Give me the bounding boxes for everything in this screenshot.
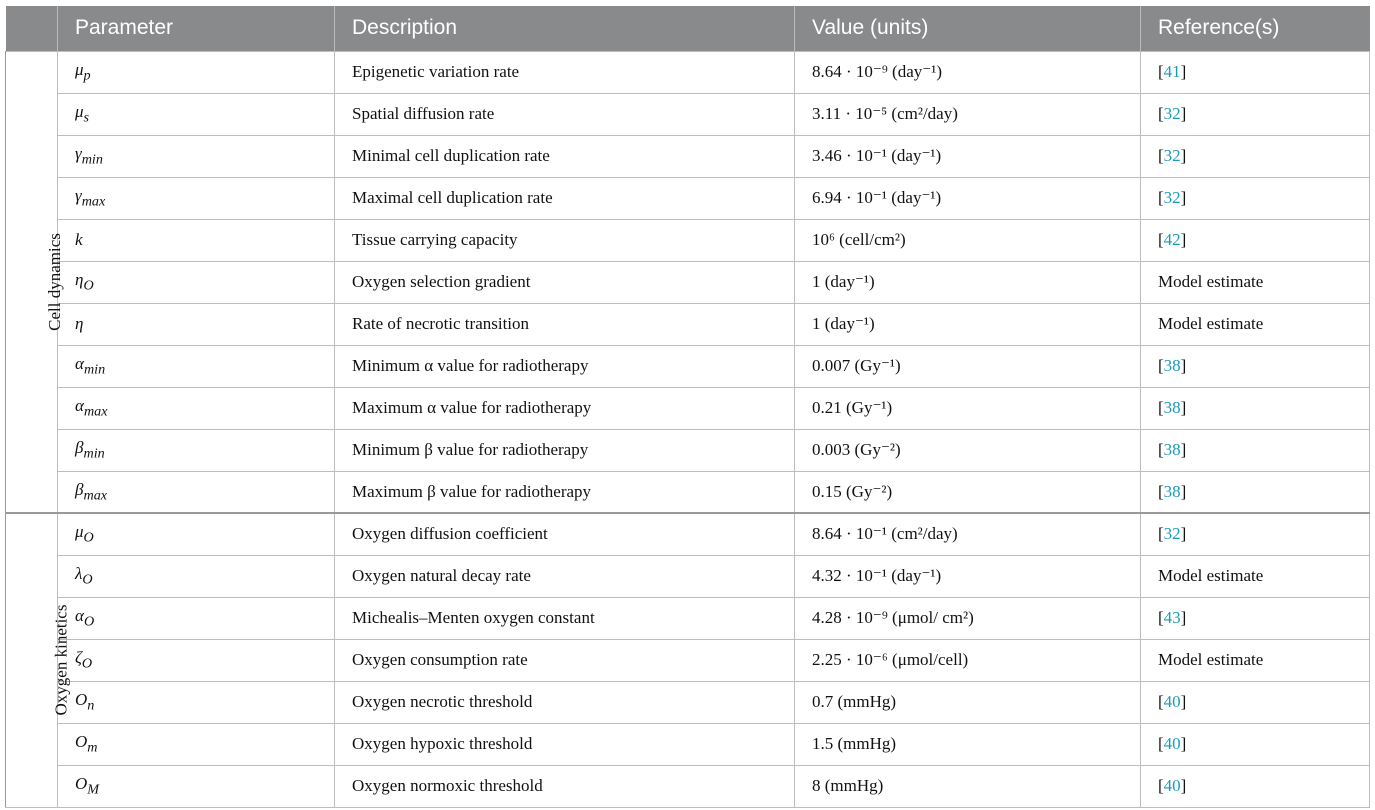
- value-cell: 1.5 (mmHg): [795, 723, 1141, 765]
- reference-link[interactable]: 32: [1163, 188, 1181, 207]
- parameter-cell: [58, 471, 335, 513]
- parameter-symbol: η: [75, 314, 84, 333]
- table-row: [6, 303, 1370, 345]
- description-cell: Oxygen normoxic threshold: [335, 765, 795, 807]
- table-row: [6, 51, 1370, 93]
- bracket-close: ]: [1180, 734, 1187, 753]
- reference-link[interactable]: 42: [1163, 230, 1181, 249]
- reference-cell: [1141, 765, 1370, 807]
- section-label: Cell dynamics: [44, 232, 64, 331]
- reference-cell: [1141, 177, 1370, 219]
- description-cell: Oxygen natural decay rate: [335, 555, 795, 597]
- reference-cell: [1141, 723, 1370, 765]
- parameter-cell: [58, 555, 335, 597]
- bracket-close: ]: [1180, 104, 1187, 123]
- reference-text: Model estimate: [1158, 650, 1264, 669]
- bracket-open: [: [1158, 104, 1164, 123]
- reference-cell: [1141, 681, 1370, 723]
- section-label-cell: [6, 513, 71, 807]
- value-cell: 1 (day⁻¹): [795, 261, 1141, 303]
- parameter-cell: [58, 93, 335, 135]
- description-cell: Maximum α value for radiotherapy: [335, 387, 795, 429]
- parameter-symbol: $\gamma_{max}$: [75, 185, 106, 210]
- parameter-symbol: $O_m$: [75, 731, 98, 756]
- parameter-cell: [58, 429, 335, 471]
- table-row: [6, 135, 1370, 177]
- reference-link[interactable]: 40: [1163, 776, 1181, 795]
- parameter-symbol: $\lambda_O$: [75, 563, 93, 588]
- reference-link[interactable]: 38: [1163, 356, 1181, 375]
- bracket-close: ]: [1180, 230, 1187, 249]
- parameter-cell: [58, 723, 335, 765]
- reference-cell: [1141, 555, 1370, 597]
- reference-link[interactable]: 32: [1163, 146, 1181, 165]
- bracket-open: [: [1158, 608, 1164, 627]
- description-cell: Minimum β value for radiotherapy: [335, 429, 795, 471]
- parameter-cell: [58, 345, 335, 387]
- reference-cell: [1141, 93, 1370, 135]
- table-row: [6, 93, 1370, 135]
- description-cell: Minimal cell duplication rate: [335, 135, 795, 177]
- table-row: [6, 555, 1370, 597]
- bracket-close: ]: [1180, 481, 1187, 501]
- bracket-open: [: [1158, 776, 1164, 795]
- bracket-close: ]: [1180, 146, 1187, 165]
- parameter-symbol: k: [75, 230, 83, 249]
- bracket-close: ]: [1180, 524, 1187, 544]
- parameter-cell: [58, 765, 335, 807]
- value-cell: 3.11 · 10⁻⁵ (cm²/day): [795, 93, 1141, 135]
- header-references: Reference(s): [1141, 6, 1370, 51]
- reference-cell: [1141, 597, 1370, 639]
- parameter-cell: [58, 219, 335, 261]
- reference-text: Model estimate: [1158, 272, 1264, 291]
- reference-cell: [1141, 429, 1370, 471]
- reference-link[interactable]: 40: [1163, 692, 1181, 711]
- bracket-close: ]: [1180, 608, 1187, 627]
- header-parameter: Parameter: [58, 6, 335, 51]
- reference-cell: [1141, 387, 1370, 429]
- parameter-symbol: $\beta_{min}$: [75, 437, 105, 462]
- parameter-cell: [58, 513, 335, 555]
- value-cell: 8 (mmHg): [795, 765, 1141, 807]
- bracket-open: [: [1158, 692, 1164, 711]
- parameter-cell: [58, 681, 335, 723]
- bracket-close: ]: [1180, 188, 1187, 207]
- parameter-table: [5, 6, 1370, 808]
- table-row: [6, 681, 1370, 723]
- description-cell: Epigenetic variation rate: [335, 51, 795, 93]
- description-cell: Oxygen selection gradient: [335, 261, 795, 303]
- table-row: [6, 345, 1370, 387]
- parameter-symbol: $\mu_s$: [75, 101, 90, 126]
- parameter-symbol: $O_n$: [75, 689, 95, 714]
- reference-link[interactable]: 38: [1163, 481, 1181, 501]
- value-cell: 0.7 (mmHg): [795, 681, 1141, 723]
- value-cell: 1 (day⁻¹): [795, 303, 1141, 345]
- bracket-close: ]: [1180, 62, 1187, 81]
- parameter-symbol: $\gamma_{min}$: [75, 143, 103, 168]
- parameter-symbol: $\alpha_O$: [75, 605, 95, 630]
- parameter-symbol: $\mu_O$: [75, 522, 94, 546]
- value-cell: 8.64 · 10⁻¹ (cm²/day): [795, 513, 1141, 555]
- reference-link[interactable]: 40: [1163, 734, 1181, 753]
- table-row: [6, 261, 1370, 303]
- bracket-open: [: [1158, 440, 1164, 459]
- description-cell: Oxygen consumption rate: [335, 639, 795, 681]
- reference-link[interactable]: 43: [1163, 608, 1181, 627]
- bracket-open: [: [1158, 481, 1164, 501]
- parameter-symbol: $\eta_O$: [75, 269, 94, 294]
- parameter-cell: [58, 51, 335, 93]
- description-cell: Minimum α value for radiotherapy: [335, 345, 795, 387]
- value-cell: 0.21 (Gy⁻¹): [795, 387, 1141, 429]
- reference-link[interactable]: 38: [1163, 398, 1181, 417]
- bracket-open: [: [1158, 188, 1164, 207]
- description-cell: Tissue carrying capacity: [335, 219, 795, 261]
- value-cell: 3.46 · 10⁻¹ (day⁻¹): [795, 135, 1141, 177]
- bracket-open: [: [1158, 524, 1164, 544]
- description-cell: Oxygen hypoxic threshold: [335, 723, 795, 765]
- bracket-open: [: [1158, 230, 1164, 249]
- header-description: Description: [335, 6, 795, 51]
- table-row: [6, 765, 1370, 807]
- parameter-symbol: $O_M$: [75, 773, 100, 798]
- bracket-close: ]: [1180, 692, 1187, 711]
- value-cell: 8.64 · 10⁻⁹ (day⁻¹): [795, 51, 1141, 93]
- table-row: [6, 219, 1370, 261]
- parameter-cell: [58, 177, 335, 219]
- value-cell: 0.15 (Gy⁻²): [795, 471, 1141, 513]
- reference-link[interactable]: 32: [1163, 524, 1181, 544]
- bracket-open: [: [1158, 62, 1164, 81]
- reference-cell: [1141, 135, 1370, 177]
- value-cell: 0.003 (Gy⁻²): [795, 429, 1141, 471]
- reference-text: Model estimate: [1158, 566, 1264, 585]
- parameter-symbol: $\alpha_{min}$: [75, 353, 106, 378]
- bracket-close: ]: [1180, 398, 1187, 417]
- parameter-symbol: $\zeta_O$: [75, 647, 93, 672]
- reference-cell: [1141, 345, 1370, 387]
- table-row: [6, 387, 1370, 429]
- parameter-cell: [58, 597, 335, 639]
- parameter-cell: [58, 261, 335, 303]
- description-cell: Maximum β value for radiotherapy: [335, 471, 795, 513]
- description-cell: Maximal cell duplication rate: [335, 177, 795, 219]
- description-cell: Michealis–Menten oxygen constant: [335, 597, 795, 639]
- description-cell: Spatial diffusion rate: [335, 93, 795, 135]
- reference-cell: [1141, 471, 1370, 513]
- description-cell: Oxygen diffusion coefficient: [335, 513, 795, 555]
- table-header: [6, 6, 1370, 51]
- reference-link[interactable]: 38: [1163, 440, 1181, 459]
- reference-cell: [1141, 513, 1370, 555]
- reference-cell: [1141, 219, 1370, 261]
- bracket-open: [: [1158, 146, 1164, 165]
- parameter-symbol: $\alpha_{max}$: [75, 395, 108, 420]
- section-label-cell: [6, 51, 64, 513]
- parameter-cell: [58, 387, 335, 429]
- reference-cell: [1141, 51, 1370, 93]
- parameter-symbol: $\beta_{max}$: [75, 479, 108, 503]
- bracket-open: [: [1158, 734, 1164, 753]
- reference-text: Model estimate: [1158, 314, 1264, 333]
- header-value: Value (units): [795, 6, 1141, 51]
- value-cell: 4.28 · 10⁻⁹ (μmol/ cm²): [795, 597, 1141, 639]
- reference-link[interactable]: 32: [1163, 104, 1181, 123]
- table-row: [6, 429, 1370, 471]
- table-row: [6, 471, 1370, 513]
- bracket-close: ]: [1180, 776, 1187, 795]
- value-cell: 6.94 · 10⁻¹ (day⁻¹): [795, 177, 1141, 219]
- table-row: [6, 513, 1370, 555]
- value-cell: 10⁶ (cell/cm²): [795, 219, 1141, 261]
- parameter-cell: [58, 135, 335, 177]
- header-group: [6, 6, 58, 51]
- table-body: [6, 51, 1370, 807]
- parameter-cell: [58, 639, 335, 681]
- table-row: [6, 177, 1370, 219]
- table-row: [6, 639, 1370, 681]
- table-row: [6, 723, 1370, 765]
- parameter-cell: [58, 303, 335, 345]
- reference-cell: [1141, 303, 1370, 345]
- reference-cell: [1141, 639, 1370, 681]
- bracket-close: ]: [1180, 356, 1187, 375]
- table-row: [6, 597, 1370, 639]
- value-cell: 2.25 · 10⁻⁶ (μmol/cell): [795, 639, 1141, 681]
- reference-cell: [1141, 261, 1370, 303]
- description-cell: Rate of necrotic transition: [335, 303, 795, 345]
- value-cell: 0.007 (Gy⁻¹): [795, 345, 1141, 387]
- reference-link[interactable]: 41: [1163, 62, 1181, 81]
- bracket-open: [: [1158, 356, 1164, 375]
- value-cell: 4.32 · 10⁻¹ (day⁻¹): [795, 555, 1141, 597]
- parameter-symbol: $\mu_p$: [75, 59, 91, 84]
- bracket-open: [: [1158, 398, 1164, 417]
- description-cell: Oxygen necrotic threshold: [335, 681, 795, 723]
- bracket-close: ]: [1180, 440, 1187, 459]
- section-label: Oxygen kinetics: [51, 604, 71, 716]
